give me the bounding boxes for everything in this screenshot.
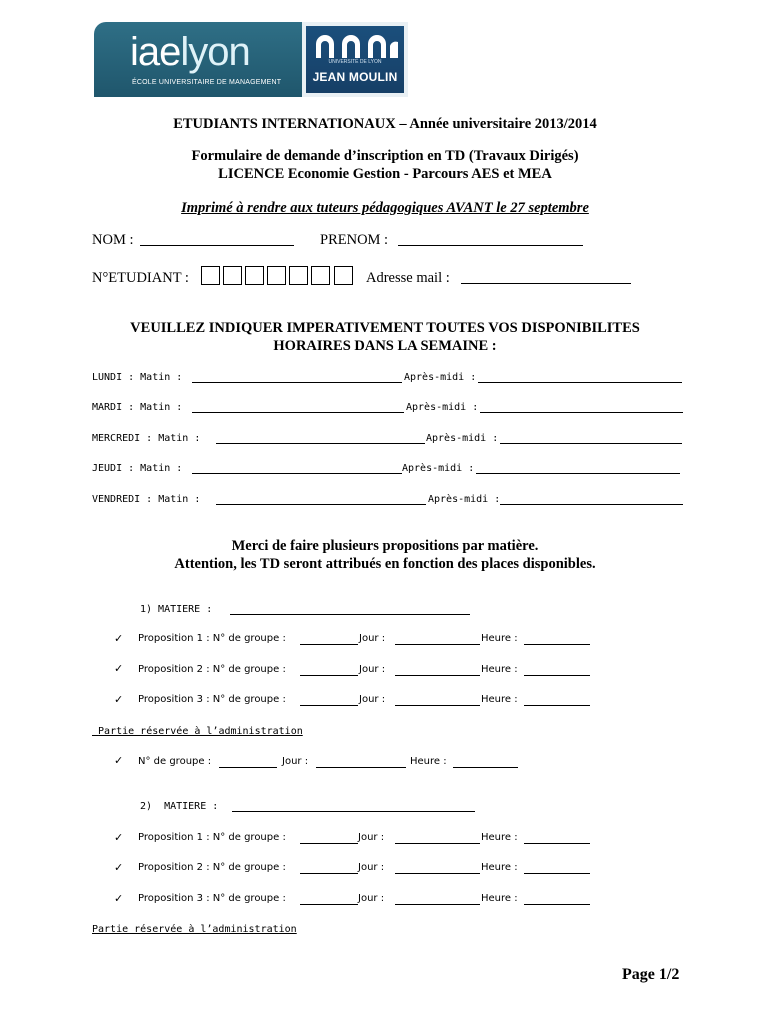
lundi-pm-field[interactable]: [478, 382, 682, 383]
heure-field[interactable]: [524, 705, 590, 706]
jeudi-pm-label: Après-midi :: [402, 463, 475, 474]
admin-heure-field[interactable]: [453, 767, 518, 768]
matiere-1-field[interactable]: [230, 614, 470, 615]
proposition-label: Proposition 2 : N° de groupe :: [138, 862, 286, 873]
heure-label: Heure :: [481, 694, 518, 705]
nom-label: NOM :: [92, 232, 134, 248]
day-label-jeudi: JEUDI : Matin :: [92, 463, 183, 474]
mardi-pm-field[interactable]: [480, 412, 683, 413]
checkmark-icon: ✓: [114, 662, 124, 675]
prenom-field[interactable]: [398, 245, 583, 246]
checkmark-icon: ✓: [114, 693, 124, 706]
admin-groupe-label: N° de groupe :: [138, 756, 212, 767]
etudiant-label: N°ETUDIANT :: [92, 270, 189, 286]
email-field[interactable]: [461, 283, 631, 284]
etudiant-digit-box[interactable]: [267, 266, 286, 285]
heure-label: Heure :: [481, 893, 518, 904]
availability-heading-2: HORAIRES DANS LA SEMAINE :: [273, 338, 497, 354]
etudiant-digit-box[interactable]: [289, 266, 308, 285]
groupe-field[interactable]: [300, 675, 358, 676]
arches-icon: [306, 28, 404, 62]
matiere-2-label: 2) MATIERE :: [140, 801, 219, 812]
iae-lyon-logo: [94, 22, 408, 97]
partner-name: JEAN MOULIN: [312, 70, 398, 84]
lundi-pm-label: Après-midi :: [404, 372, 477, 383]
heure-label: Heure :: [481, 664, 518, 675]
admin-heure-label: Heure :: [410, 756, 447, 767]
proposition-label: Proposition 1 : N° de groupe :: [138, 832, 286, 843]
proposition-label: Proposition 3 : N° de groupe :: [138, 694, 286, 705]
proposition-label: Proposition 2 : N° de groupe :: [138, 664, 286, 675]
availability-heading: VEUILLEZ INDIQUER IMPERATIVEMENT TOUTES VOS DISPONIBILITES: [130, 320, 640, 336]
etudiant-digit-box[interactable]: [334, 266, 353, 285]
day-label-lundi: LUNDI : Matin :: [92, 372, 183, 383]
jour-field[interactable]: [395, 644, 480, 645]
mercredi-matin-field[interactable]: [216, 443, 425, 444]
jean-moulin-logo: [302, 22, 408, 97]
jour-label: Jour :: [359, 633, 386, 644]
groupe-field[interactable]: [300, 705, 358, 706]
mardi-pm-label: Après-midi :: [406, 402, 479, 413]
nom-field[interactable]: [140, 245, 294, 246]
prenom-label: PRENOM :: [320, 232, 389, 248]
groupe-field[interactable]: [300, 873, 358, 874]
etudiant-digit-box[interactable]: [223, 266, 242, 285]
iae-lyon-brand: [94, 22, 302, 97]
instruction-line-2: Attention, les TD seront attribués en fonction des places disponibles.: [174, 556, 596, 572]
matiere-1-label: 1) MATIERE :: [140, 604, 213, 615]
form-title: Formulaire de demande d’inscription en TD (Travaux Dirigés): [191, 148, 579, 164]
heure-label: Heure :: [481, 832, 518, 843]
jeudi-matin-field[interactable]: [192, 473, 402, 474]
document-title: ETUDIANTS INTERNATIONAUX – Année universitaire 2013/2014: [173, 116, 597, 132]
mardi-matin-field[interactable]: [192, 412, 404, 413]
page-number: Page 1/2: [622, 966, 680, 983]
mercredi-pm-field[interactable]: [500, 443, 682, 444]
email-label: Adresse mail :: [366, 270, 450, 286]
checkmark-icon: ✓: [114, 632, 124, 645]
admin-jour-label: Jour :: [282, 756, 309, 767]
checkmark-icon: ✓: [114, 831, 124, 844]
jour-label: Jour :: [359, 664, 386, 675]
admin-jour-field[interactable]: [316, 767, 406, 768]
jour-field[interactable]: [395, 705, 480, 706]
day-label-vendredi: VENDREDI : Matin :: [92, 494, 201, 505]
groupe-field[interactable]: [300, 644, 358, 645]
instruction-line-1: Merci de faire plusieurs propositions par matière.: [231, 538, 539, 554]
admin-section-label: Partie réservée à l’administration: [92, 924, 297, 935]
brand-main: iae: [130, 30, 181, 74]
jour-label: Jour :: [358, 893, 385, 904]
jour-field[interactable]: [395, 873, 480, 874]
partner-small-text: UNIVERSITÉ DE LYON: [328, 59, 382, 65]
proposition-label: Proposition 1 : N° de groupe :: [138, 633, 286, 644]
lundi-matin-field[interactable]: [192, 382, 402, 383]
jour-field[interactable]: [395, 843, 480, 844]
mercredi-pm-label: Après-midi :: [426, 433, 499, 444]
jour-label: Jour :: [358, 862, 385, 873]
admin-groupe-field[interactable]: [219, 767, 277, 768]
brand-main-2: lyon: [180, 30, 250, 74]
vendredi-pm-label: Après-midi :: [428, 494, 501, 505]
admin-section-label: Partie réservée à l’administration: [98, 726, 303, 737]
heure-label: Heure :: [481, 862, 518, 873]
program-title: LICENCE Economie Gestion - Parcours AES et MEA: [218, 166, 552, 182]
day-label-mercredi: MERCREDI : Matin :: [92, 433, 201, 444]
proposition-label: Proposition 3 : N° de groupe :: [138, 893, 286, 904]
heure-field[interactable]: [524, 644, 590, 645]
jour-field[interactable]: [395, 904, 480, 905]
vendredi-matin-field[interactable]: [216, 504, 426, 505]
brand-subtitle: ÉCOLE UNIVERSITAIRE DE MANAGEMENT: [132, 79, 282, 86]
etudiant-digit-box[interactable]: [201, 266, 220, 285]
matiere-2-field[interactable]: [232, 811, 475, 812]
etudiant-digit-box[interactable]: [245, 266, 264, 285]
deadline-notice: Imprimé à rendre aux tuteurs pédagogiques AVANT le 27 septembre: [181, 200, 589, 216]
etudiant-digit-box[interactable]: [311, 266, 330, 285]
heure-field[interactable]: [524, 843, 590, 844]
checkmark-icon: ✓: [114, 892, 124, 905]
groupe-field[interactable]: [300, 843, 358, 844]
vendredi-pm-field[interactable]: [500, 504, 683, 505]
heure-label: Heure :: [481, 633, 518, 644]
jour-label: Jour :: [358, 832, 385, 843]
checkmark-icon: ✓: [114, 861, 124, 874]
jeudi-pm-field[interactable]: [476, 473, 680, 474]
groupe-field[interactable]: [300, 904, 358, 905]
heure-field[interactable]: [524, 873, 590, 874]
jour-field[interactable]: [395, 675, 480, 676]
heure-field[interactable]: [524, 904, 590, 905]
heure-field[interactable]: [524, 675, 590, 676]
checkmark-icon: ✓: [114, 754, 124, 767]
jour-label: Jour :: [359, 694, 386, 705]
day-label-mardi: MARDI : Matin :: [92, 402, 183, 413]
